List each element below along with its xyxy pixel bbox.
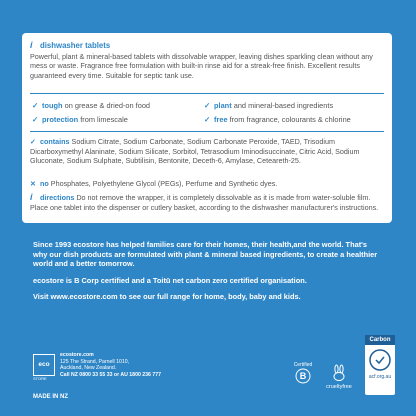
- dishwasher-section: [30, 41, 384, 80]
- contains-text: Sodium Citrate, Sodium Carbonate, Sodium Carbonate Peroxide, TAED, Trisodium Dicarboxymethyl Alaninate, Sodium Silicate, Sorbitol, Tetrasodium Iminodisuccinate, Citric Acid, Sodium Gluconate, Sodium Sulphate, Subtilisin, Bentonite, Deceth-6, Amylase, Ceteareth-25.: [30, 137, 360, 166]
- feature-protection: ✓ protection from limescale: [32, 115, 128, 124]
- tick-icon: ✓: [32, 115, 39, 124]
- company-details: [60, 352, 161, 378]
- contact-line: Call NZ 0800 33 55 33 or AU 1800 236 777: [60, 371, 162, 378]
- no-section: [30, 179, 384, 189]
- tick-icon: ✓: [30, 137, 37, 146]
- feature-plant: ✓ plant and mineral-based ingredients: [204, 101, 334, 110]
- info-icon: i: [30, 192, 33, 202]
- svg-text:B: B: [299, 371, 307, 381]
- address-line-1: 125 The Strand, Parnell 1010,: [60, 358, 130, 365]
- directions-section: [30, 193, 384, 212]
- no-text: Phosphates, Polyethylene Glycol (PEGs), Perfume and Synthetic dyes.: [48, 179, 278, 188]
- tick-icon: ✓: [204, 101, 211, 110]
- tick-icon: ✓: [32, 101, 39, 110]
- made-in-nz: MADE IN NZ: [33, 394, 68, 400]
- divider: [30, 93, 384, 94]
- bcorp-icon: [295, 368, 311, 384]
- feature-free: ✓ free from fragrance, colourants & chlorine: [204, 115, 351, 124]
- bunny-icon: [330, 364, 348, 382]
- company-url: ecostore.com: [60, 352, 94, 358]
- info-icon: i: [30, 40, 33, 50]
- bcorp-badge: Certified B: [292, 362, 314, 386]
- brand-paragraph: Since 1993 ecostore has helped families care for their homes, their health,and the world. That's why our dish products are formulated with plant & mineral based ingredients, to create a healthier world and a better tomorrow.: [33, 240, 378, 269]
- divider: [30, 131, 384, 132]
- tick-icon: ✓: [204, 115, 211, 124]
- contains-section: [30, 137, 384, 166]
- address-line-2: Auckland, New Zealand.: [60, 365, 117, 372]
- info-panel: [22, 33, 392, 223]
- carbon-icon: [368, 348, 392, 372]
- ecostore-logo: eco: [33, 354, 55, 376]
- no-label: no: [40, 179, 49, 188]
- cross-icon: ✕: [30, 179, 37, 188]
- directions-text: Do not remove the wrapper, it is completely dissolvable as it is made from water-soluble film. Place one tablet into the dispenser or cutlery basket, according to the dishwasher manufacturer's instructions.: [30, 193, 379, 212]
- crueltyfree-badge: crueltyfree: [326, 364, 352, 390]
- logo-subtext: STORE: [33, 376, 47, 381]
- dishwasher-text: Powerful, plant & mineral-based tablets with dissolvable wrapper, leaving dishes sparkling clean without any mess or waste. Fragrance free formulation with built-in rinse aid for a streak-free finish. Excellent results guaranteed every time. Suitable for septic tank use.: [30, 51, 373, 80]
- website-paragraph: Visit www.ecostore.com to see our full range for home, body, baby and kids.: [33, 292, 301, 301]
- directions-label: directions: [40, 193, 75, 202]
- dishwasher-heading: dishwasher tablets: [40, 41, 111, 50]
- feature-tough: ✓ tough on grease & dried-on food: [32, 101, 151, 110]
- contains-label: contains: [40, 137, 70, 146]
- carbon-badge: Carbon acf.org.au: [365, 335, 395, 395]
- certification-paragraph: ecostore is B Corp certified and a Toitū net carbon zero certified organisation.: [33, 276, 307, 285]
